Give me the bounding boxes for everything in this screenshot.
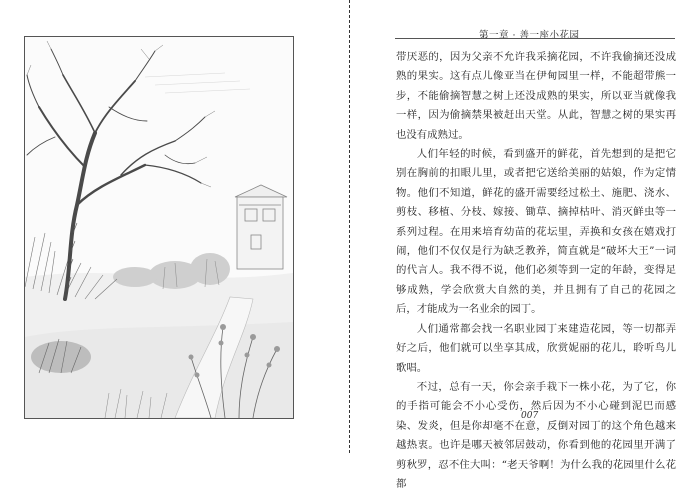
running-head: 第一章 · 善一座小花园 — [479, 30, 580, 41]
right-page — [352, 0, 700, 490]
page-number: 007 — [521, 411, 539, 421]
body-text — [396, 48, 676, 494]
paragraph: 不过，总有一天，你会亲手栽下一株小花，为了它，你的手指可能会不小心受伤，然后因为不小心碰到泥巴而感染、发炎，但是你却毫不在意，反倒对园丁的这个角色越来越热衷。也许是哪天被邻居鼓动，你看到他的花园里开满了剪秋罗，忍不住大叫：“老天爷啊！为什么我的花园里什么花都 — [396, 380, 676, 490]
paragraph: 人们年轻的时候，看到盛开的鲜花，首先想到的是把它别在胸前的扣眼儿里，或者把它送给美丽的姑娘，作为定情物。他们不知道，鲜花的盛开需要经过松土、施肥、浇水、剪枝、移植、分枝、嫁接、锄草、摘掉枯叶、消灭鲜虫等一系列过程。在用来培育幼苗的花坛里，弄换和女孩在嬉戏打闹，他们不仅仅是行为缺乏教养，简直就是“破坏大王”一词的代言人。我不得不说，他们必须等到一定的年龄，变得足够成熟，学会欣赏大自然的美，并且拥有了自己的花园之后，才能成为一名业余的园丁。 — [396, 148, 676, 316]
paragraph: 人们通常都会找一名职业园丁来建造花园，等一切都弄好之后，他们就可以坐享其成，欣赏妮丽的花儿，聆听鸟儿歌唱。 — [396, 322, 676, 374]
header-rule — [395, 38, 675, 39]
house-sketch — [235, 185, 287, 269]
left-page — [0, 0, 349, 453]
pencil-sketch-illustration — [24, 36, 294, 419]
page-gutter-divider — [349, 0, 350, 453]
paragraph: 带厌恶的，因为父亲不允许我采摘花园，不许我偷摘还没成熟的果实。这有点儿像亚当在伊甸园里一样，不能超带熊一步，不能偷摘智慧之树上还没成熟的果实，所以亚当就像我一样，因为偷摘禁果被赶出天堂。从此，智慧之树的果实再也没有成熟过。 — [396, 51, 676, 141]
